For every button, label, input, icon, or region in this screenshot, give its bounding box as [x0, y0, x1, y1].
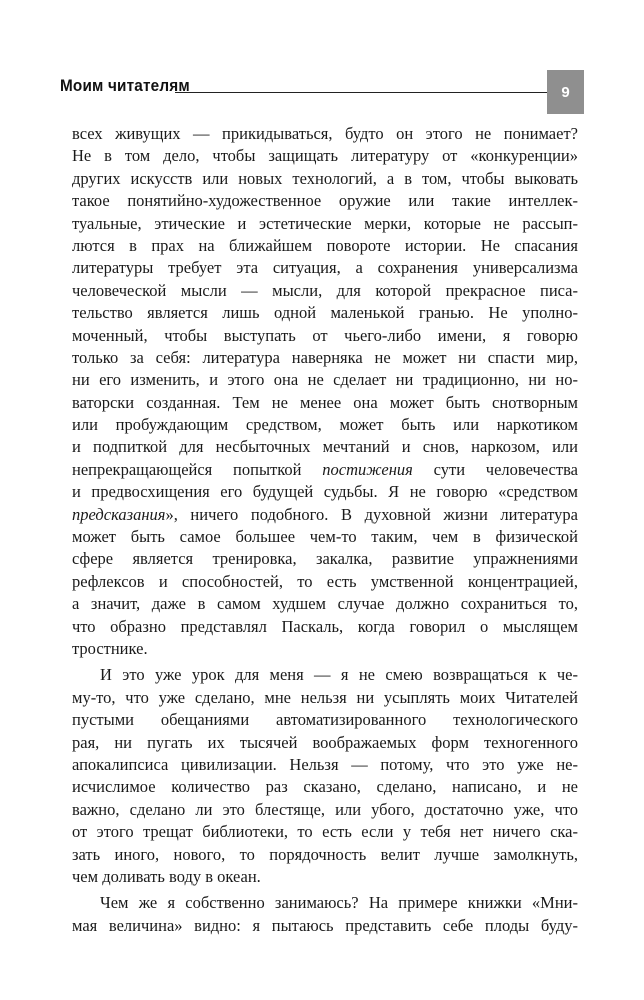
- text-line: И это уже урок для меня — я не смею возвращаться к че-: [100, 665, 578, 685]
- text-line: чем доливать воду в океан.: [72, 866, 261, 886]
- text-line: зать иного, нового, то порядочность велит лучше замолкнуть,: [72, 844, 578, 864]
- text-line: от этого трещат библиотеки, то есть если у тебя нет ничего ска-: [72, 822, 578, 842]
- text-line: тельство является лишь одной маленькой гранью. Не уполно-: [72, 303, 578, 323]
- text-line: рефлексов и способностей, то есть умственной концентрацией,: [72, 571, 578, 591]
- text-line: туальные, этические и эстетические мерки, которые не рассып-: [72, 213, 578, 233]
- text-line: му-то, что уже сделано, мне нельзя ни усыплять моих Читателей: [72, 687, 578, 707]
- text-line: только за себя: литература наверняка не может ни спасти мир,: [72, 347, 578, 367]
- text-line: предсказания», ничего подобного. В духовной жизни литература: [72, 504, 578, 524]
- text-line: непрекращающейся попыткой постижения сути человечества: [72, 459, 578, 479]
- text-line: Не в том дело, чтобы защищать литературу от «конкуренции»: [72, 146, 578, 166]
- body-text: [72, 123, 578, 937]
- text-line: ни его изменить, и этого она не сделает ни традиционно, ни но-: [72, 370, 578, 390]
- text-line: а значит, даже в самом худшем случае должно сохраниться то,: [72, 594, 578, 614]
- text-line: сфере является тренировка, закалка, развитие упражнениями: [72, 549, 578, 569]
- text-line: всех живущих — прикидываться, будто он этого не понимает?: [72, 124, 578, 143]
- text-line: человеческой мысли — мысли, для которой прекрасное писа-: [72, 280, 578, 300]
- text-line: тростнике.: [72, 638, 148, 658]
- paragraph: [72, 123, 578, 660]
- text-line: или пробуждающим средством, может быть или наркотиком: [72, 415, 578, 435]
- text-line: мая величина» видно: я пытаюсь представить себе плоды буду-: [72, 915, 578, 935]
- text-line: других искусств или новых технологий, а в том, чтобы выковать: [72, 168, 578, 188]
- text-line: ваторски созданная. Тем не менее она может быть снотворным: [72, 392, 578, 412]
- paragraph: [72, 892, 578, 937]
- text-line: моченный, чтобы выступать от чьего-либо имени, я говорю: [72, 325, 578, 345]
- paragraph: [72, 664, 578, 888]
- text-line: Чем же я собственно занимаюсь? На примере книжки «Мни-: [100, 893, 578, 913]
- text-line: такое понятийно-художественное оружие или такие интеллек-: [72, 191, 578, 211]
- text-line: литературы требует эта ситуация, а сохранения универсализма: [72, 258, 578, 278]
- text-line: что образно представлял Паскаль, когда говорил о мыслящем: [72, 616, 578, 636]
- text-line: апокалипсиса цивилизации. Нельзя — потому, что это уже не-: [72, 754, 578, 774]
- running-header: [60, 70, 584, 114]
- text-line: лются в прах на ближайшем повороте истории. Не спасания: [72, 235, 578, 255]
- text-line: рая, ни пугать их тысячей воображаемых форм техногенного: [72, 732, 578, 752]
- text-line: может быть самое большее чем-то таким, чем в физической: [72, 527, 578, 547]
- header-rule: [175, 92, 570, 93]
- text-line: пустыми обещаниями автоматизированного технологического: [72, 710, 578, 730]
- page-number: 9: [561, 83, 570, 101]
- page-number-box: [547, 70, 584, 114]
- text-line: исчислимое количество раз сказано, сделано, написано, и не: [72, 777, 578, 797]
- text-line: и подпиткой для несбыточных мечтаний и снов, наркозом, или: [72, 437, 578, 457]
- text-line: и предвосхищения его будущей судьбы. Я не говорю «средством: [72, 482, 578, 502]
- text-line: важно, сделано ли это блестяще, или убого, достаточно уже, что: [72, 799, 578, 819]
- running-header-title: Моим читателям: [60, 76, 190, 95]
